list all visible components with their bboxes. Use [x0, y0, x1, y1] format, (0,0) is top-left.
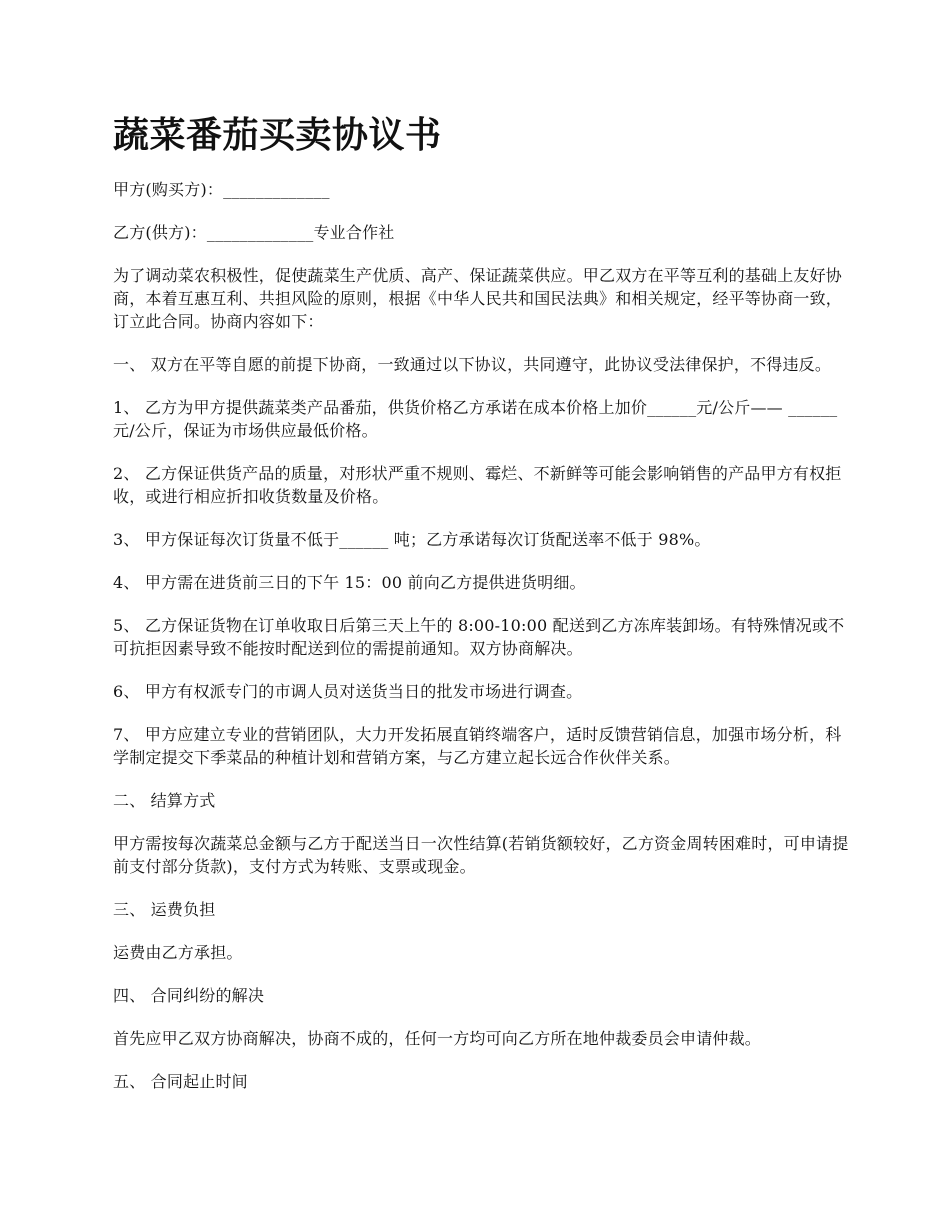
party-a-line: 甲方(购买方)：_____________	[113, 180, 330, 199]
clause-3: 3、 甲方保证每次订货量不低于______ 吨；乙方承诺每次订货配送率不低于 98%。	[113, 530, 711, 549]
section-five-heading: 五、 合同起止时间	[113, 1072, 248, 1091]
party-b-line: 乙方(供方)：_____________专业合作社	[113, 223, 395, 242]
clause-4: 4、 甲方需在进货前三日的下午 15：00 前向乙方提供进货明细。	[113, 573, 586, 592]
settlement-paragraph: 甲方需按每次蔬菜总金额与乙方于配送当日一次性结算(若销货额较好，乙方资金周转困难时，可申请提前支付部分货款)，支付方式为转账、支票或现金。	[113, 834, 849, 876]
preamble-paragraph: 为了调动菜农积极性，促使蔬菜生产优质、高产、保证蔬菜供应。甲乙双方在平等互利的基础上友好协商，本着互惠互利、共担风险的原则，根据《中华人民共和国民法典》和相关规定，经平等协商一致，订立此合同。协商内容如下：	[113, 266, 843, 331]
section-four-heading: 四、 合同纠纷的解决	[113, 986, 265, 1005]
clause-1: 1、 乙方为甲方提供蔬菜类产品番茄，供货价格乙方承诺在成本价格上加价______元/公斤—— ______元/公斤，保证为市场供应最低价格。	[113, 398, 838, 440]
section-one-heading: 一、 双方在平等自愿的前提下协商，一致通过以下协议，共同遵守，此协议受法律保护，不得违反。	[113, 355, 832, 374]
dispute-paragraph: 首先应甲乙双方协商解决，协商不成的，任何一方均可向乙方所在地仲裁委员会申请仲裁。	[113, 1029, 762, 1048]
section-three-heading: 三、 运费负担	[113, 900, 216, 919]
clause-5: 5、 乙方保证货物在订单收取日后第三天上午的 8:00-10:00 配送到乙方冻库装卸场。有特殊情况或不可抗拒因素导致不能按时配送到位的需提前通知。双方协商解决。	[113, 616, 845, 658]
clause-6: 6、 甲方有权派专门的市调人员对送货当日的批发市场进行调查。	[113, 682, 583, 701]
section-two-heading: 二、 结算方式	[113, 791, 216, 810]
document-title: 蔬菜番茄买卖协议书	[113, 115, 442, 156]
document-body	[113, 178, 853, 1113]
clause-7: 7、 甲方应建立专业的营销团队，大力开发拓展直销终端客户，适时反馈营销信息，加强市场分析，科学制定提交下季菜品的种植计划和营销方案，与乙方建立起长远合作伙伴关系。	[113, 725, 842, 767]
clause-2: 2、 乙方保证供货产品的质量，对形状严重不规则、霉烂、不新鲜等可能会影响销售的产品甲方有权拒收，或进行相应折扣收货数量及价格。	[113, 464, 842, 506]
freight-paragraph: 运费由乙方承担。	[113, 943, 243, 962]
